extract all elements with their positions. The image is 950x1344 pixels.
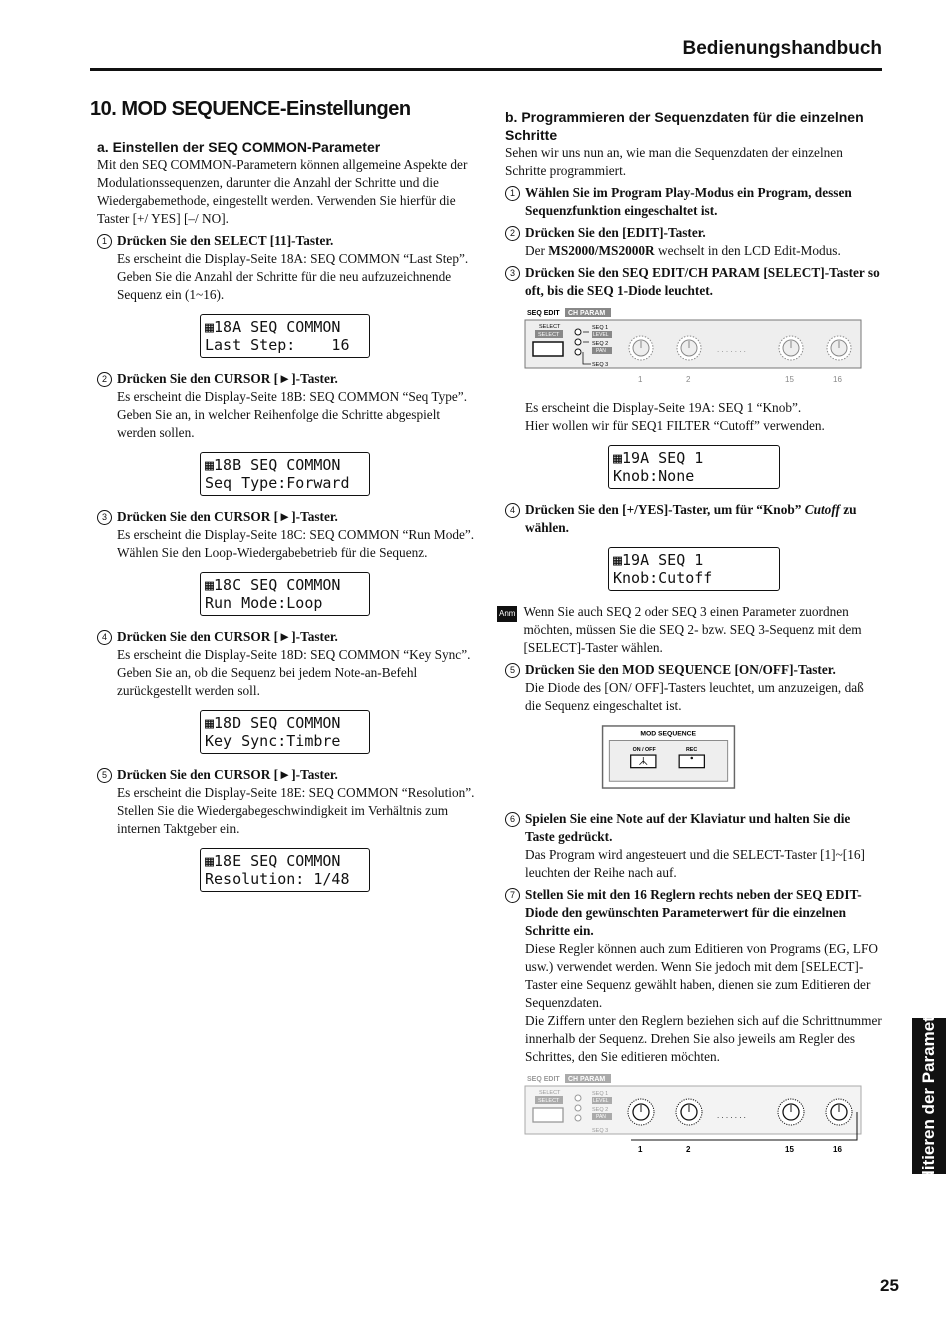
step-text: Die Diode des [ON/ OFF]-Tasters leuchtet, um anzuzeigen, daß die Sequenz eingeschaltet ist. <box>525 680 864 713</box>
step-text: Es erscheint die Display-Seite 18D: SEQ COMMON “Key Sync”. <box>117 647 471 662</box>
step-text: Geben Sie an, in welcher Reihenfolge die Schritte abgespielt werden sollen. <box>117 407 441 440</box>
step-heading: Stellen Sie mit den 16 Reglern rechts neben der SEQ EDIT-Diode den gewünschten Parameterwert für die einzelnen Schritte ein. <box>525 887 862 938</box>
subsection-b-title: b. Programmieren der Sequenzdaten für die einzelnen Schritte <box>505 109 864 143</box>
lcd-display: ▦18E SEQ COMMON Resolution: 1/48 <box>200 848 370 892</box>
section-title: 10. MOD SEQUENCE-Einstellungen <box>90 98 411 120</box>
svg-text:PAN: PAN <box>596 1114 606 1120</box>
step-text: Wählen Sie den Loop-Wiedergabebetrieb für die Sequenz. <box>117 545 428 560</box>
step-7 <box>505 886 882 940</box>
page-number: 25 <box>880 1276 899 1295</box>
svg-text:SEQ 2: SEQ 2 <box>592 341 609 347</box>
step-number: 3 <box>97 510 112 525</box>
knob-2[interactable] <box>677 336 701 360</box>
svg-text:PAN: PAN <box>596 348 606 354</box>
step-3 <box>505 264 882 300</box>
lcd-display-19a-none: ▦19A SEQ 1 Knob:None <box>608 445 780 489</box>
step-number: 2 <box>505 226 520 241</box>
step-number: 5 <box>97 768 112 783</box>
step-4 <box>505 501 882 537</box>
step-text: Die Ziffern unter den Reglern beziehen sich auf die Schrittnummer innerhalb der Sequenz. Drehen Sie also jeweils am Regler des Schrittes, den Sie editieren möchten. <box>525 1013 882 1064</box>
svg-text:SEQ 2: SEQ 2 <box>592 1107 609 1113</box>
subsection-a-title: a. Einstellen der SEQ COMMON-Parameter <box>97 139 381 155</box>
page-header <box>90 38 882 71</box>
step-number: 6 <box>505 812 520 827</box>
svg-text:CH PARAM: CH PARAM <box>568 1076 606 1083</box>
intro-text: Mit den SEQ COMMON-Parametern können allgemeine Aspekte der Modulationssequenzen, darunter die Anzahl der Schritte und die Wiedergabemethode, eingestellt werden. Verwenden Sie hierfür die Taster [+/ YES] [–/ NO]. <box>97 157 468 226</box>
seq-edit-label: SEQ EDIT <box>527 310 560 317</box>
svg-text:REC: REC <box>685 747 698 754</box>
step-heading: Drücken Sie den CURSOR [►]-Taster. <box>117 371 338 386</box>
step-heading: Drücken Sie den MOD SEQUENCE [ON/OFF]-Taster. <box>525 662 836 677</box>
step-heading: Drücken Sie den CURSOR [►]-Taster. <box>117 629 338 644</box>
svg-text:16: 16 <box>833 375 842 384</box>
svg-text:15: 15 <box>785 1145 794 1154</box>
side-tab-label: Editieren der Parameter <box>919 1000 938 1192</box>
svg-text:16: 16 <box>833 1145 842 1154</box>
step-number: 4 <box>97 630 112 645</box>
step-number: 4 <box>505 503 520 518</box>
step-1 <box>97 232 475 358</box>
step-number: 1 <box>505 186 520 201</box>
seq-edit-panel-diagram <box>521 306 866 388</box>
lcd-display-19a-cutoff: ▦19A SEQ 1 Knob:Cutoff <box>608 547 780 591</box>
step-heading: Drücken Sie den [EDIT]-Taster. <box>525 225 706 240</box>
step-heading-row <box>97 628 475 646</box>
step-5 <box>505 661 882 679</box>
ch-param-label: CH PARAM <box>568 310 606 317</box>
svg-text:SEQ EDIT: SEQ EDIT <box>527 1076 560 1083</box>
svg-text:SELECT: SELECT <box>539 1090 561 1096</box>
knob-2[interactable] <box>676 1099 702 1125</box>
lcd-display: ▦18A SEQ COMMON Last Step: 16 <box>200 314 370 358</box>
knob-1[interactable] <box>628 1099 654 1125</box>
step-heading: Drücken Sie den SEQ EDIT/CH PARAM [SELECT]-Taster so oft, bis die SEQ 1-Diode leuchtet. <box>525 265 880 298</box>
step-4 <box>97 628 475 754</box>
step-heading: Drücken Sie den CURSOR [►]-Taster. <box>117 767 338 782</box>
step-heading-row <box>97 766 475 784</box>
step-text: Diese Regler können auch zum Editieren von Programs (EG, LFO usw.) verwendet werden. Wenn Sie jedoch mit dem [SELECT]-Taster eine Sequenz gewählt haben, dienen sie zum Editieren der Sequenzdaten. <box>525 941 879 1010</box>
step-heading: Drücken Sie den [+/YES]-Taster, um für “Knob” Cutoff zu wählen. <box>525 502 857 535</box>
step-heading-row <box>97 508 475 526</box>
lcd-display: ▦18B SEQ COMMON Seq Type:Forward <box>200 452 370 496</box>
knob-1[interactable] <box>629 336 653 360</box>
step-text: Es erscheint die Display-Seite 18B: SEQ COMMON “Seq Type”. <box>117 389 468 404</box>
step-3 <box>97 508 475 616</box>
select-label: SELECT <box>539 324 561 330</box>
note-badge: Anm <box>497 606 517 622</box>
lcd-display: ▦18C SEQ COMMON Run Mode:Loop <box>200 572 370 616</box>
step-text: Es erscheint die Display-Seite 18C: SEQ COMMON “Run Mode”. <box>117 527 475 542</box>
svg-text:. . . . . . .: . . . . . . . <box>717 345 746 354</box>
knob-16[interactable] <box>827 336 851 360</box>
step-heading-row <box>97 232 475 250</box>
select-box-label: SELECT <box>538 332 560 338</box>
step-heading: Drücken Sie den SELECT [11]-Taster. <box>117 233 334 248</box>
svg-text:2: 2 <box>686 375 691 384</box>
knob-15[interactable] <box>778 1099 804 1125</box>
step-heading: Spielen Sie eine Note auf der Klaviatur und halten Sie die Taste gedrückt. <box>525 811 851 844</box>
step-text: Hier wollen wir für SEQ1 FILTER “Cutoff” verwenden. <box>525 418 825 433</box>
knob-16[interactable] <box>826 1099 852 1125</box>
model-name: MS2000/MS2000R <box>548 243 655 258</box>
svg-text:LEVEL: LEVEL <box>593 332 609 338</box>
svg-text:. . . . . . .: . . . . . . . <box>717 1111 746 1120</box>
step-text: Geben Sie an, ob die Sequenz bei jedem Note-an-Befehl zurückgestellt werden soll. <box>117 665 418 698</box>
side-tab <box>912 1000 946 1192</box>
svg-text:15: 15 <box>785 375 794 384</box>
svg-text:SELECT: SELECT <box>538 1098 560 1104</box>
mod-sequence-title: MOD SEQUENCE <box>640 730 697 738</box>
step-text: Das Program wird angesteuert und die SELECT-Taster [1]~[16] leuchten der Reihe nach auf. <box>525 847 865 880</box>
step-text: Stellen Sie die Wiedergabegeschwindigkeit im Verhältnis zum internen Taktgeber ein. <box>117 803 449 836</box>
svg-text:ON / OFF: ON / OFF <box>632 747 656 754</box>
svg-text:1: 1 <box>638 375 643 384</box>
header-title: Bedienungshandbuch <box>682 38 882 59</box>
step-number: 1 <box>97 234 112 249</box>
intro-text-b: Sehen wir uns nun an, wie man die Sequenzdaten der einzelnen Schritte programmiert. <box>505 145 843 178</box>
note-text: Wenn Sie auch SEQ 2 oder SEQ 3 einen Parameter zuordnen möchten, müssen Sie die SEQ 2- bzw. SEQ 3-Sequenz mit dem [SELECT]-Taster wählen. <box>523 604 862 655</box>
seq-edit-panel-diagram-2 <box>521 1072 866 1156</box>
step-1 <box>505 184 882 220</box>
svg-text:2: 2 <box>686 1145 691 1154</box>
svg-text:SEQ 3: SEQ 3 <box>592 362 609 368</box>
step-text: Es erscheint die Display-Seite 18A: SEQ COMMON “Last Step”. <box>117 251 469 266</box>
step-number: 7 <box>505 888 520 903</box>
step-text: Es erscheint die Display-Seite 18E: SEQ COMMON “Resolution”. <box>117 785 475 800</box>
step-6 <box>505 810 882 846</box>
step-text: Geben Sie die Anzahl der Schritte für die neu aufzuzeichnende Sequenz ein (1~16). <box>117 269 452 302</box>
select-button[interactable] <box>533 342 563 356</box>
step-text: Der MS2000/MS2000R wechselt in den LCD Edit-Modus. <box>525 243 841 258</box>
step-2 <box>505 224 882 242</box>
right-column <box>499 108 882 1167</box>
svg-text:SEQ 3: SEQ 3 <box>592 1128 609 1134</box>
svg-text:SEQ 1: SEQ 1 <box>592 1091 609 1097</box>
step-heading-row <box>97 370 475 388</box>
note-block <box>499 603 882 657</box>
mod-sequence-panel-diagram <box>601 725 736 789</box>
step-text: Es erscheint die Display-Seite 19A: SEQ 1 “Knob”. <box>525 400 802 415</box>
lcd-display: ▦18D SEQ COMMON Key Sync:Timbre <box>200 710 370 754</box>
seq1-label: SEQ 1 <box>592 325 609 331</box>
step-number: 2 <box>97 372 112 387</box>
svg-text:1: 1 <box>638 1145 643 1154</box>
knob-15[interactable] <box>779 336 803 360</box>
left-column <box>90 98 475 904</box>
step-heading: Wählen Sie im Program Play-Modus ein Program, dessen Sequenzfunktion eingeschaltet ist. <box>525 185 852 218</box>
step-5 <box>97 766 475 892</box>
step-2 <box>97 370 475 496</box>
step-heading: Drücken Sie den CURSOR [►]-Taster. <box>117 509 338 524</box>
svg-text:LEVEL: LEVEL <box>593 1098 609 1104</box>
step-number: 5 <box>505 663 520 678</box>
step-number: 3 <box>505 266 520 281</box>
